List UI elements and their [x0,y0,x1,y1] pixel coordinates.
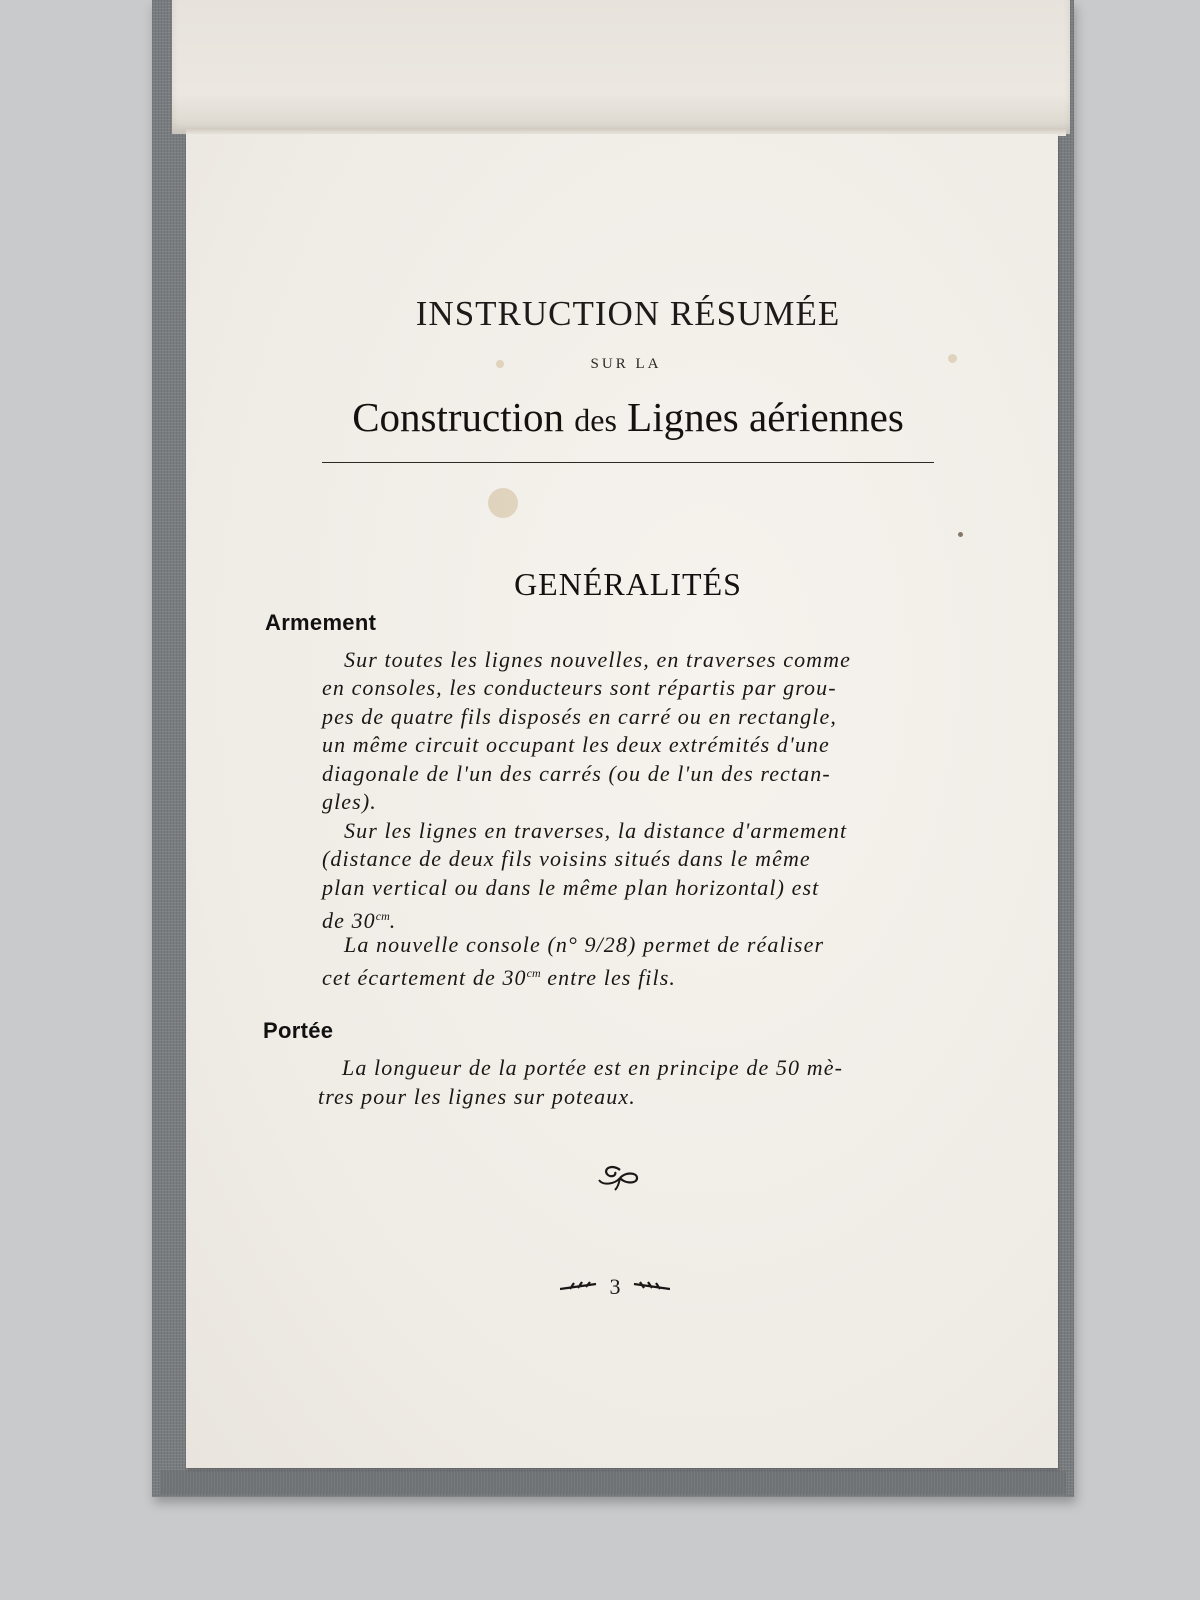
main-title [322,393,934,444]
paragraph-line: en consoles, les conducteurs sont répartis par grou- [322,675,837,700]
book-page [186,134,1058,1468]
paragraph-line: gles). [322,789,377,814]
paper-speck [958,532,963,537]
book-cover-edge [160,1470,1066,1494]
page-number: 3 [609,1274,621,1299]
paragraph-line: plan vertical ou dans le même plan horizontal) est [322,875,820,900]
line-text: cet écartement de 30 [322,965,527,990]
unit-superscript: cm [526,966,541,980]
main-title-part-3: Lignes aériennes [627,394,904,440]
line-text: de 30 [322,908,376,933]
unit-superscript: cm [375,909,390,923]
line-text-end: entre les fils. [540,965,676,990]
paragraph-line: diagonale de l'un des carrés (ou de l'un des rectan- [322,761,831,786]
folio-ornament-icon [632,1280,670,1294]
paragraph-line [322,959,676,992]
paragraph-line: La longueur de la portée est en principe de 50 mè- [342,1055,844,1080]
section-heading: GENÉRALITÉS [514,566,742,602]
paragraph-line: Sur les lignes en traverses, la distance d'armement [344,818,848,843]
folio [560,1274,670,1302]
title-line-2: SUR LA [590,356,662,372]
title-line-1: INSTRUCTION RÉSUMÉE [415,294,841,333]
main-title-part-2: des [574,402,617,438]
paper-stain [488,488,518,518]
paragraph-line: La nouvelle console (n° 9/28) permet de réaliser [344,932,825,957]
fleuron-icon [595,1164,645,1192]
folded-previous-page [172,0,1070,134]
subheading-armement: Armement [265,610,377,635]
paragraph-line: un même circuit occupant les deux extrémités d'une [322,732,830,757]
subheading-portee: Portée [263,1018,334,1043]
main-title-part-1: Construction [352,394,565,440]
title-rule [322,462,934,463]
line-text-end: . [389,908,397,933]
paragraph-line: tres pour les lignes sur poteaux. [318,1084,636,1109]
paragraph-line: pes de quatre fils disposés en carré ou en rectangle, [322,704,837,729]
paragraph-line: (distance de deux fils voisins situés dans le même [322,846,811,871]
paragraph-line: Sur toutes les lignes nouvelles, en traverses comme [344,647,852,672]
